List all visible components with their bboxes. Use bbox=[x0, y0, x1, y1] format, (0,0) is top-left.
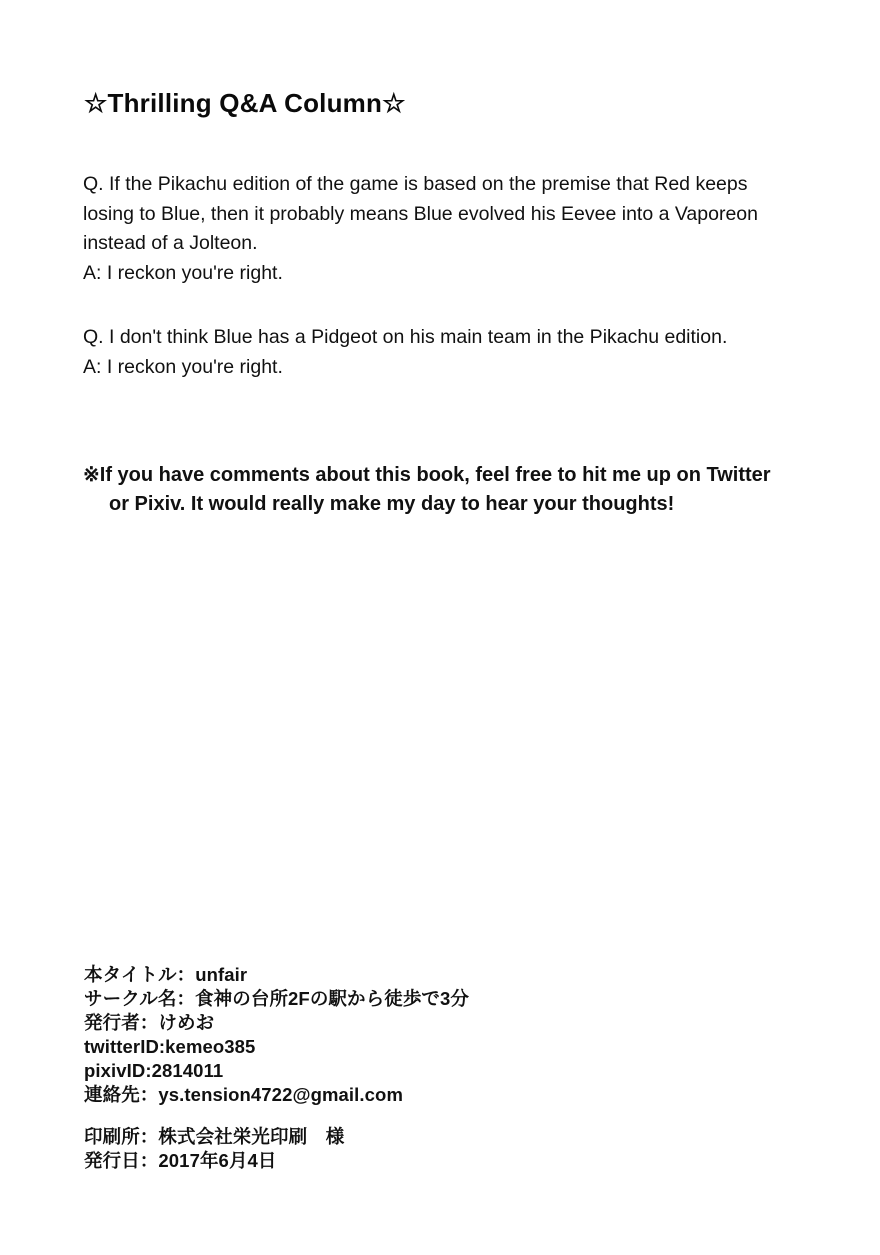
colophon-line-contact-email: 連絡先：ys.tension4722@gmail.com bbox=[84, 1084, 403, 1106]
qa-entry bbox=[83, 323, 783, 382]
colophon-group-printing bbox=[84, 1125, 469, 1173]
page-title: ☆Thrilling Q&A Column☆ bbox=[84, 88, 406, 118]
colophon-line-publication-date: 発行日：2017年6月4日 bbox=[84, 1150, 277, 1172]
colophon-line-twitter-id: twitterID:kemeo385 bbox=[84, 1036, 256, 1058]
author-note bbox=[83, 461, 783, 520]
colophon-line-title: 本タイトル：unfair bbox=[84, 964, 248, 985]
qa-question: Q. I don't think Blue has a Pidgeot on his main team in the Pikachu edition. bbox=[83, 326, 728, 348]
qa-answer: A: I reckon you're right. bbox=[83, 261, 283, 284]
qa-answer: A: I reckon you're right. bbox=[83, 355, 283, 378]
colophon-line-pixiv-id: pixivID:2814011 bbox=[84, 1060, 224, 1082]
author-note-text: ※If you have comments about this book, feel free to hit me up on Twitter or Pixiv. It would really make my day to hear your thoughts! bbox=[83, 464, 771, 516]
qa-question: Q. If the Pikachu edition of the game is based on the premise that Red keeps losing to Blue, then it probably means Blue evolved his Eevee into a Vaporeon instead of a Jolteon. bbox=[83, 173, 758, 255]
colophon-line-printer: 印刷所：株式会社栄光印刷 様 bbox=[84, 1126, 345, 1148]
colophon-line-author: 発行者：けめお bbox=[84, 1012, 215, 1034]
colophon-line-circle: サークル名：食神の台所2Fの駅から徒歩で3分 bbox=[84, 988, 470, 1010]
colophon-group-publication bbox=[84, 963, 469, 1107]
qa-entry bbox=[83, 170, 783, 289]
colophon bbox=[84, 963, 469, 1173]
